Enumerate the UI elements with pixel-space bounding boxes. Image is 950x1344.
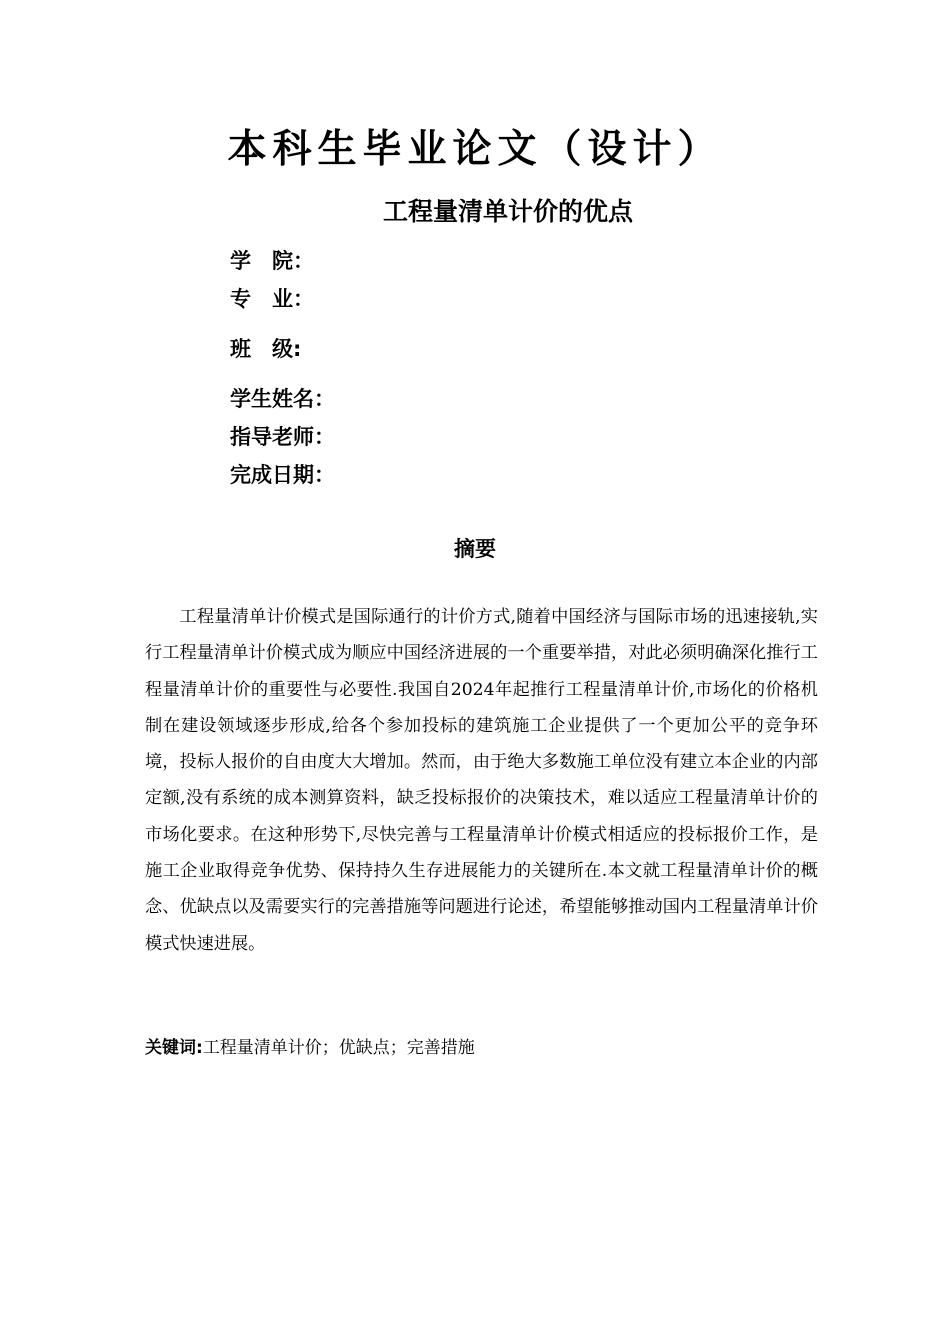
- field-completion-date: 完成日期：: [230, 463, 335, 487]
- thesis-main-title: 本科生毕业论文（设计）: [227, 127, 723, 172]
- thesis-sub-title: 工程量清单计价的优点: [383, 197, 634, 226]
- abstract-heading: 摘要: [454, 537, 496, 561]
- field-advisor: 指导老师：: [230, 425, 335, 449]
- field-college: 学 院：: [230, 249, 314, 273]
- field-major: 专 业：: [230, 287, 314, 311]
- field-class: 班 级:: [230, 337, 302, 361]
- keywords-line: [145, 1033, 475, 1063]
- keywords-value: 工程量清单计价；优缺点；完善措施: [202, 1038, 475, 1058]
- keywords-label: 关键词:: [145, 1038, 203, 1058]
- field-student-name: 学生姓名：: [230, 387, 335, 411]
- abstract-body: 工程量清单计价模式是国际通行的计价方式,随着中国经济与国际市场的迅速接轨,实行工程量清单计价模式成为顺应中国经济进展的一个重要举措，对此必须明确深化推行工程量清单计价的重要性与必要性.我国自2024年起推行工程量清单计价,市场化的价格机制在建设领域逐步形成,给各个参加投标的建筑施工企业提供了一个更加公平的竞争环境，投标人报价的自由度大大增加。然而，由于绝大多数施工单位没有建立本企业的内部定额,没有系统的成本测算资料，缺乏投标报价的决策技术，难以适应工程量清单计价的市场化要求。在这种形势下,尽快完善与工程量清单计价模式相适应的投标报价工作，是施工企业取得竞争优势、保持持久生存进展能力的关键所在.本文就工程量清单计价的概念、优缺点以及需要实行的完善措施等问题进行论述，希望能够推动国内工程量清单计价模式快速进展。: [145, 607, 818, 954]
